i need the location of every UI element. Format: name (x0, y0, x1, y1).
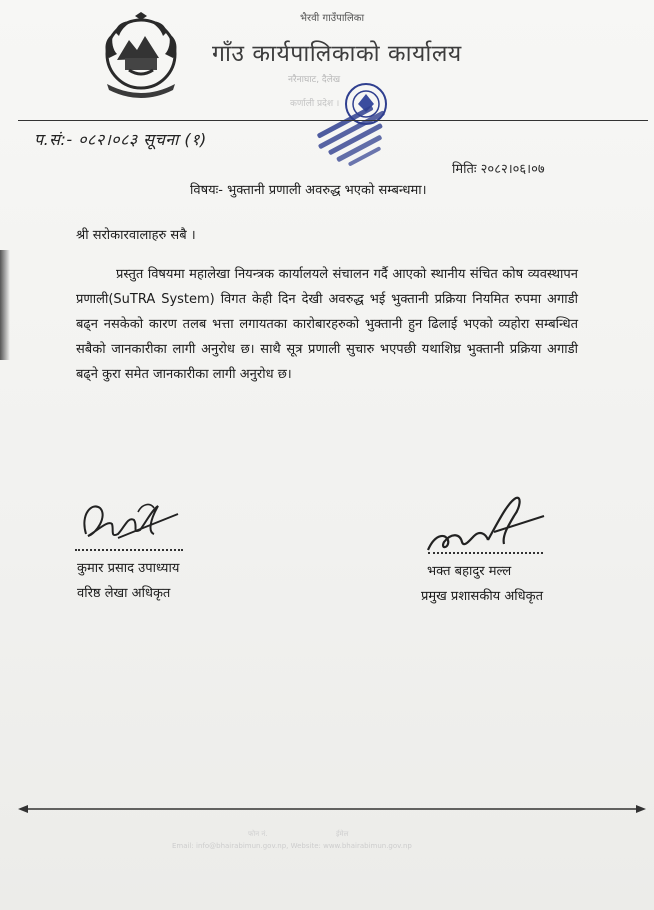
office-stamp-icon (308, 76, 404, 176)
salutation: श्री सरोकारवालाहरु सबै । (76, 228, 196, 243)
address-line-2: कर्णाली प्रदेश । (290, 99, 340, 109)
nepal-emblem-icon (95, 12, 187, 98)
right-signature-icon (424, 492, 548, 558)
office-name: गाँउ कार्यपालिकाको कार्यालय (212, 41, 462, 67)
reference-number: प.सं:- ०८२।०८३ सूचना (१) (34, 130, 207, 149)
header-divider (18, 120, 648, 121)
footer-contact: Email: info@bhairabimun.gov.np, Website: www.bhairabimun.gov.np (172, 842, 412, 850)
left-signature-line (75, 549, 183, 551)
letter-subject: विषयः- भुक्तानी प्रणाली अवरुद्ध भएको सम्बन्धमा। (190, 183, 427, 198)
footer-divider (18, 803, 646, 815)
left-signature-icon (78, 494, 182, 550)
footer-phone-label: फोन नं. (248, 830, 268, 838)
footer-email-label: ईमेल (336, 830, 349, 838)
scan-edge-shadow (0, 250, 10, 360)
address-line-1: नरैनाघाट, दैलेख (288, 75, 341, 85)
right-signature-line (428, 552, 543, 554)
letter-date: मितिः २०८२।०६।०७ (452, 162, 545, 177)
right-signatory-title: प्रमुख प्रशासकीय अधिकृत (421, 589, 544, 604)
letter-body: प्रस्तुत विषयमा महालेखा नियन्त्रक कार्यालयले संचालन गर्दै आएको स्थानीय संचित कोष व्यवस्थापन प्रणाली(SuTRA System) विगत केही दिन देखी अवरुद्ध भई भुक्तानी प्रक्रिया नियमित रुपमा अगाडी बढ्न नसकेको कारण तलब भत्ता लगायतका कारोबारहरुको भुक्तानी हुन ढिलाई भएको व्यहोरा सम्बन्धित सबैको जानकारीका लागी अनुरोध छ। साथै सूत्र प्रणाली सुचारु भएपछी यथाशिघ्र भुक्तानी प्रक्रिया अगाडी बढ्ने कुरा समेत जानकारीका लागी अनुरोध छ। (76, 267, 578, 382)
right-signatory-name: भक्त बहादुर मल्ल (427, 564, 512, 579)
municipality-name: भैरवी गाउँपालिका (300, 13, 365, 24)
left-signatory-title: वरिष्ठ लेखा अधिकृत (77, 586, 171, 601)
left-signatory-name: कुमार प्रसाद उपाध्याय (77, 561, 180, 576)
